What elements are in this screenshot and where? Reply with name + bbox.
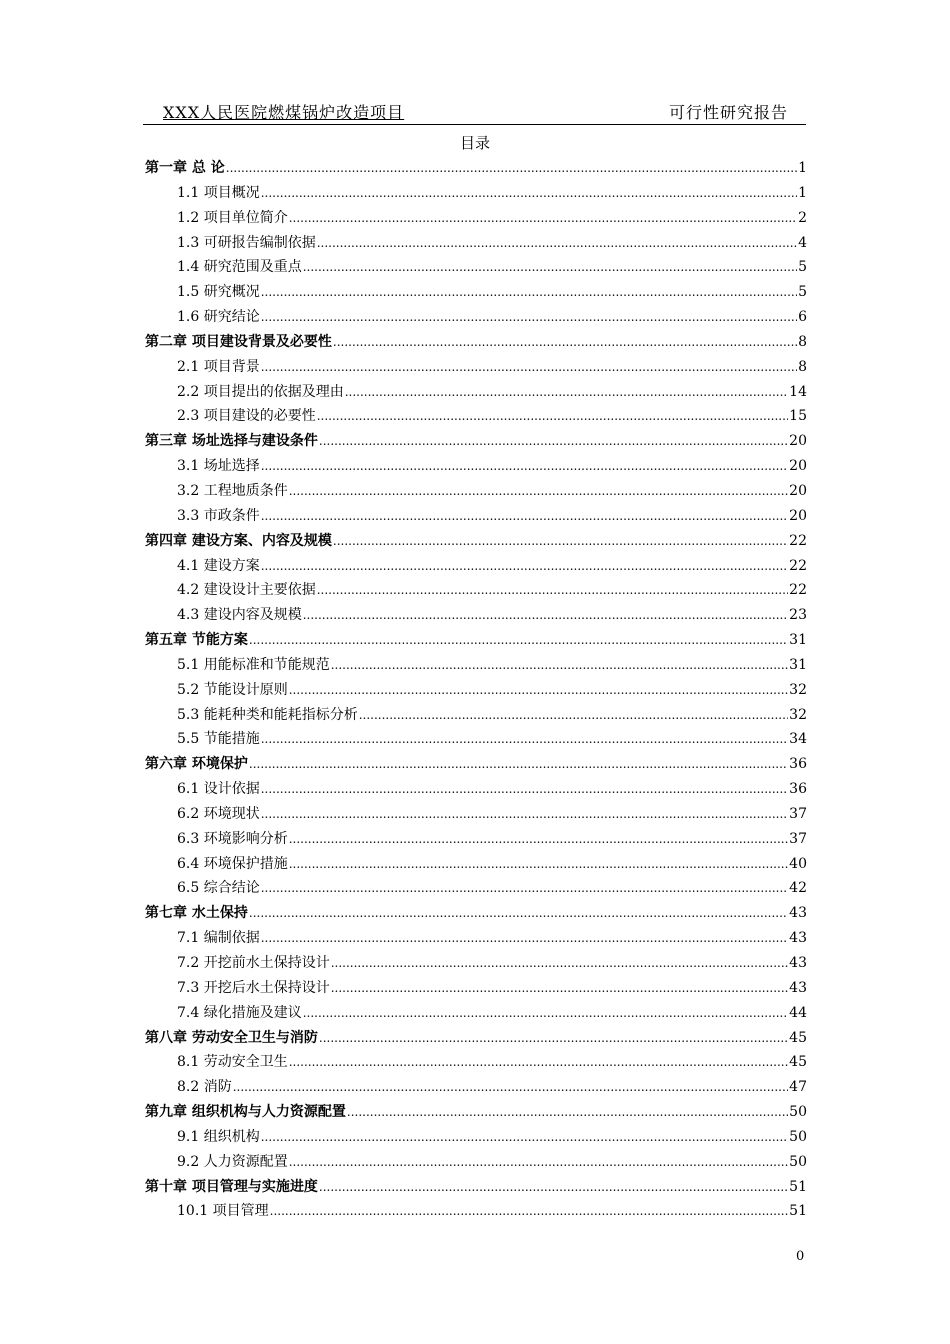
toc-entry-title: 5.1 用能标准和节能规范: [177, 656, 330, 673]
toc-entry-page-number: 15: [789, 408, 807, 425]
toc-entry-page-number: 36: [789, 756, 807, 773]
toc-section-entry[interactable]: [145, 231, 807, 256]
toc-entry-page-number: 51: [789, 1203, 807, 1220]
toc-dot-leader: [331, 951, 788, 976]
toc-entry-title: 7.1 编制依据: [177, 930, 260, 947]
toc-section-entry[interactable]: [145, 1125, 807, 1150]
toc-section-entry[interactable]: [145, 280, 807, 305]
footer-page-number: 0: [796, 1249, 805, 1264]
toc-entry-title: 4.3 建设内容及规模: [177, 607, 302, 624]
toc-entry-title: 9.2 人力资源配置: [177, 1153, 288, 1170]
toc-entry-page-number: 32: [789, 706, 807, 723]
toc-chapter-entry[interactable]: [145, 1100, 807, 1125]
toc-dot-leader: [261, 504, 788, 529]
toc-entry-title: 第六章 环境保护: [145, 756, 248, 773]
toc-entry-title: 9.1 组织机构: [177, 1128, 260, 1145]
toc-entry-page-number: 50: [789, 1128, 807, 1145]
toc-section-entry[interactable]: [145, 504, 807, 529]
toc-chapter-entry[interactable]: [145, 752, 807, 777]
toc-section-entry[interactable]: [145, 653, 807, 678]
table-of-contents: [145, 156, 807, 1224]
toc-entry-title: 6.2 环境现状: [177, 805, 260, 822]
toc-entry-title: 第七章 水土保持: [145, 905, 248, 922]
toc-dot-leader: [289, 206, 797, 231]
toc-entry-page-number: 1: [798, 160, 807, 176]
toc-dot-leader: [233, 1075, 788, 1100]
toc-section-entry[interactable]: [145, 1050, 807, 1075]
toc-entry-page-number: 6: [798, 309, 807, 326]
toc-section-entry[interactable]: [145, 678, 807, 703]
toc-entry-title: 第二章 项目建设背景及必要性: [145, 333, 332, 350]
toc-dot-leader: [317, 231, 797, 256]
toc-dot-leader: [261, 926, 788, 951]
toc-entry-page-number: 20: [789, 507, 807, 524]
toc-dot-leader: [333, 330, 797, 355]
toc-section-entry[interactable]: [145, 404, 807, 429]
toc-entry-title: 6.3 环境影响分析: [177, 830, 288, 847]
toc-dot-leader: [359, 703, 788, 728]
toc-dot-leader: [261, 280, 797, 305]
toc-entry-title: 第九章 组织机构与人力资源配置: [145, 1104, 346, 1121]
toc-entry-title: 第三章 场址选择与建设条件: [145, 433, 318, 450]
toc-entry-page-number: 47: [789, 1079, 807, 1096]
toc-entry-page-number: 8: [798, 333, 807, 350]
toc-section-entry[interactable]: [145, 1001, 807, 1026]
toc-dot-leader: [261, 727, 788, 752]
toc-dot-leader: [261, 454, 788, 479]
toc-entry-title: 2.1 项目背景: [177, 358, 260, 375]
toc-entry-page-number: 20: [789, 433, 807, 450]
toc-entry-page-number: 43: [789, 905, 807, 922]
toc-entry-page-number: 51: [789, 1178, 807, 1195]
toc-chapter-entry[interactable]: [145, 901, 807, 926]
toc-entry-title: 1.1 项目概况: [177, 184, 260, 201]
toc-section-entry[interactable]: [145, 1199, 807, 1224]
toc-entry-page-number: 37: [789, 830, 807, 847]
toc-entry-page-number: 22: [789, 557, 807, 574]
toc-dot-leader: [289, 1050, 788, 1075]
toc-entry-title: 5.5 节能措施: [177, 731, 260, 748]
toc-entry-title: 6.5 综合结论: [177, 880, 260, 897]
toc-section-entry[interactable]: [145, 181, 807, 206]
toc-dot-leader: [249, 901, 788, 926]
toc-section-entry[interactable]: [145, 703, 807, 728]
toc-dot-leader: [289, 827, 788, 852]
toc-entry-title: 5.2 节能设计原则: [177, 681, 288, 698]
toc-section-entry[interactable]: [145, 305, 807, 330]
toc-chapter-entry[interactable]: [145, 330, 807, 355]
toc-dot-leader: [289, 852, 788, 877]
toc-entry-title: 6.1 设计依据: [177, 781, 260, 798]
toc-entry-page-number: 50: [789, 1104, 807, 1121]
toc-entry-title: 1.4 研究范围及重点: [177, 259, 302, 276]
toc-section-entry[interactable]: [145, 727, 807, 752]
toc-entry-page-number: 23: [789, 607, 807, 624]
toc-entry-title: 1.5 研究概况: [177, 284, 260, 301]
toc-entry-title: 4.1 建设方案: [177, 557, 260, 574]
toc-section-entry[interactable]: [145, 777, 807, 802]
toc-entry-page-number: 22: [789, 582, 807, 599]
toc-section-entry[interactable]: [145, 1150, 807, 1175]
toc-entry-page-number: 43: [789, 930, 807, 947]
header-project-title: XXX人民医院燃煤锅炉改造项目: [163, 103, 405, 122]
toc-entry-page-number: 20: [789, 458, 807, 475]
toc-dot-leader: [249, 628, 788, 653]
toc-section-entry[interactable]: [145, 926, 807, 951]
toc-entry-page-number: 42: [789, 880, 807, 897]
page-header: [143, 102, 806, 125]
toc-entry-title: 5.3 能耗种类和能耗指标分析: [177, 706, 358, 723]
toc-section-entry[interactable]: [145, 852, 807, 877]
toc-dot-leader: [261, 355, 797, 380]
toc-entry-page-number: 43: [789, 955, 807, 971]
toc-entry-title: 8.2 消防: [177, 1079, 232, 1096]
toc-dot-leader: [261, 876, 788, 901]
toc-entry-title: 10.1 项目管理: [177, 1203, 269, 1220]
toc-entry-title: 7.3 开挖后水土保持设计: [177, 979, 330, 996]
toc-entry-page-number: 5: [798, 259, 807, 276]
toc-dot-leader: [303, 603, 788, 628]
toc-dot-leader: [319, 1175, 788, 1200]
toc-entry-title: 3.2 工程地质条件: [177, 482, 288, 499]
toc-entry-title: 4.2 建设设计主要依据: [177, 582, 316, 599]
toc-section-entry[interactable]: [145, 380, 807, 405]
toc-entry-title: 1.3 可研报告编制依据: [177, 234, 316, 251]
toc-dot-leader: [226, 156, 797, 181]
toc-entry-title: 第四章 建设方案、内容及规模: [145, 532, 332, 549]
toc-section-entry[interactable]: [145, 827, 807, 852]
toc-section-entry[interactable]: [145, 976, 807, 1001]
toc-section-entry[interactable]: [145, 479, 807, 504]
toc-entry-title: 7.4 绿化措施及建议: [177, 1004, 302, 1021]
toc-chapter-entry[interactable]: [145, 628, 807, 653]
toc-chapter-entry[interactable]: [145, 1175, 807, 1200]
toc-dot-leader: [303, 255, 797, 280]
toc-chapter-entry[interactable]: [145, 529, 807, 554]
toc-heading: 目录: [459, 134, 490, 152]
toc-dot-leader: [345, 380, 788, 405]
toc-entry-title: 3.1 场址选择: [177, 458, 260, 475]
toc-dot-leader: [261, 181, 797, 206]
toc-entry-title: 2.2 项目提出的依据及理由: [177, 383, 344, 400]
toc-entry-page-number: 32: [789, 681, 807, 698]
toc-entry-page-number: 8: [798, 358, 807, 375]
toc-entry-title: 1.6 研究结论: [177, 309, 260, 326]
toc-dot-leader: [319, 429, 788, 454]
toc-section-entry[interactable]: [145, 355, 807, 380]
toc-dot-leader: [333, 529, 788, 554]
header-report-type: 可行性研究报告: [668, 103, 788, 122]
toc-dot-leader: [347, 1100, 788, 1125]
toc-entry-title: 第八章 劳动安全卫生与消防: [145, 1029, 318, 1046]
toc-dot-leader: [261, 554, 788, 579]
toc-entry-page-number: 4: [798, 234, 807, 251]
toc-entry-title: 2.3 项目建设的必要性: [177, 408, 316, 425]
toc-dot-leader: [289, 1150, 788, 1175]
toc-entry-title: 6.4 环境保护措施: [177, 855, 288, 872]
toc-dot-leader: [261, 305, 797, 330]
toc-entry-page-number: 1: [798, 184, 807, 201]
toc-entry-page-number: 14: [789, 383, 807, 400]
toc-section-entry[interactable]: [145, 603, 807, 628]
toc-chapter-entry[interactable]: [145, 429, 807, 454]
toc-section-entry[interactable]: [145, 951, 807, 976]
toc-entry-page-number: 36: [789, 781, 807, 798]
toc-entry-page-number: 45: [789, 1029, 807, 1046]
toc-entry-title: 第十章 项目管理与实施进度: [145, 1178, 318, 1195]
toc-section-entry[interactable]: [145, 554, 807, 579]
toc-section-entry[interactable]: [145, 578, 807, 603]
toc-entry-page-number: 2: [798, 209, 807, 226]
toc-dot-leader: [261, 1125, 788, 1150]
toc-dot-leader: [317, 578, 788, 603]
toc-entry-title: 3.3 市政条件: [177, 507, 260, 524]
toc-entry-page-number: 5: [798, 284, 807, 301]
toc-dot-leader: [289, 479, 788, 504]
toc-section-entry[interactable]: [145, 802, 807, 827]
toc-entry-page-number: 40: [789, 855, 807, 872]
toc-entry-title: 1.2 项目单位简介: [177, 209, 288, 226]
toc-dot-leader: [289, 678, 788, 703]
toc-entry-page-number: 43: [789, 979, 807, 996]
toc-entry-title: 7.2 开挖前水土保持设计: [177, 955, 330, 971]
toc-chapter-entry[interactable]: [145, 156, 807, 181]
toc-section-entry[interactable]: [145, 206, 807, 231]
toc-section-entry[interactable]: [145, 255, 807, 280]
toc-dot-leader: [319, 1026, 788, 1051]
toc-chapter-entry[interactable]: [145, 1026, 807, 1051]
toc-entry-page-number: 20: [789, 482, 807, 499]
toc-entry-page-number: 50: [789, 1153, 807, 1170]
toc-entry-title: 第五章 节能方案: [145, 632, 248, 649]
toc-entry-page-number: 22: [789, 532, 807, 549]
toc-entry-title: 第一章 总 论: [145, 160, 225, 176]
toc-dot-leader: [270, 1199, 789, 1224]
toc-section-entry[interactable]: [145, 876, 807, 901]
toc-dot-leader: [261, 777, 788, 802]
toc-entry-page-number: 31: [789, 632, 807, 649]
toc-dot-leader: [303, 1001, 788, 1026]
toc-dot-leader: [249, 752, 788, 777]
toc-dot-leader: [317, 404, 788, 429]
toc-dot-leader: [261, 802, 788, 827]
toc-entry-page-number: 44: [789, 1004, 807, 1021]
toc-section-entry[interactable]: [145, 454, 807, 479]
toc-entry-page-number: 34: [789, 731, 807, 748]
toc-dot-leader: [331, 976, 788, 1001]
toc-entry-page-number: 31: [789, 656, 807, 673]
toc-section-entry[interactable]: [145, 1075, 807, 1100]
toc-entry-page-number: 45: [789, 1054, 807, 1071]
toc-entry-page-number: 37: [789, 805, 807, 822]
toc-entry-title: 8.1 劳动安全卫生: [177, 1054, 288, 1071]
toc-dot-leader: [331, 653, 788, 678]
